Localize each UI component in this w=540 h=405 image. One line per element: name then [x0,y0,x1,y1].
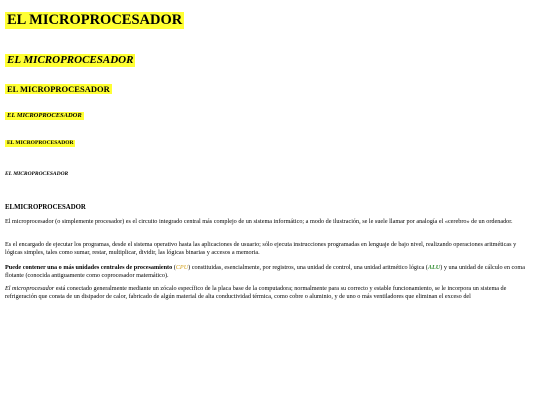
components-tail: ) y una unidad de cálculo en coma flotante (conocida antiguamente como coprocesador matemático). [5,264,525,279]
paragraph-function: Es el encargado de ejecutar los programas, desde el sistema operativo hasta las aplicaciones de usuario; sólo ejecuta instrucciones programadas en lenguaje de bajo nivel, realizando operaciones aritméticas y lógicas simples, tales como sumar, restar, multiplicar, dividir, las lógicas binarias y accesos a memoria. [5,241,517,256]
alu-term: ALU [427,264,441,271]
paragraph-components [5,264,531,280]
heading-1: EL MICROPROCESADOR [7,12,183,28]
connection-rest: está conectado generalmente mediante un zócalo específico de la placa base de la computadora; normalmente para su correcto y estable funcionamiento, se le incorpora un sistema de refrigeración que consta de un disipador de calor, fabricado de algún material de alta conductividad térmica, como cobre o aluminio, y de uno o más ventiladores que eliminan el exceso del [5,285,507,300]
open-paren: ( [172,264,176,271]
connection-lead: El microprocesador [5,285,55,292]
heading-6: EL MICROPROCESADOR [5,171,69,177]
heading-4: EL MICROPROCESADOR [7,112,82,119]
components-lead: Puede contener una o más unidades centrales de procesamiento [5,264,173,271]
paragraph-connection [5,285,531,301]
heading-5: EL MICROPROCESADOR [7,140,74,146]
heading-2: EL MICROPROCESADOR [7,54,134,66]
paragraph-definition: El microprocesador (o simplemente procesador) es el circuito integrado central más complejo de un sistema informático; a modo de ilustración, se le suele llamar por analogía el «cerebro» de un ordenador. [5,218,513,225]
heading-3: EL MICROPROCESADOR [7,84,110,94]
cpu-term: CPU [175,264,189,271]
section-title: ELMICROPROCESADOR [5,204,86,211]
components-middle: ) constituidas, esencialmente, por registros, una unidad de control, una unidad aritmético lógica ( [188,264,428,271]
